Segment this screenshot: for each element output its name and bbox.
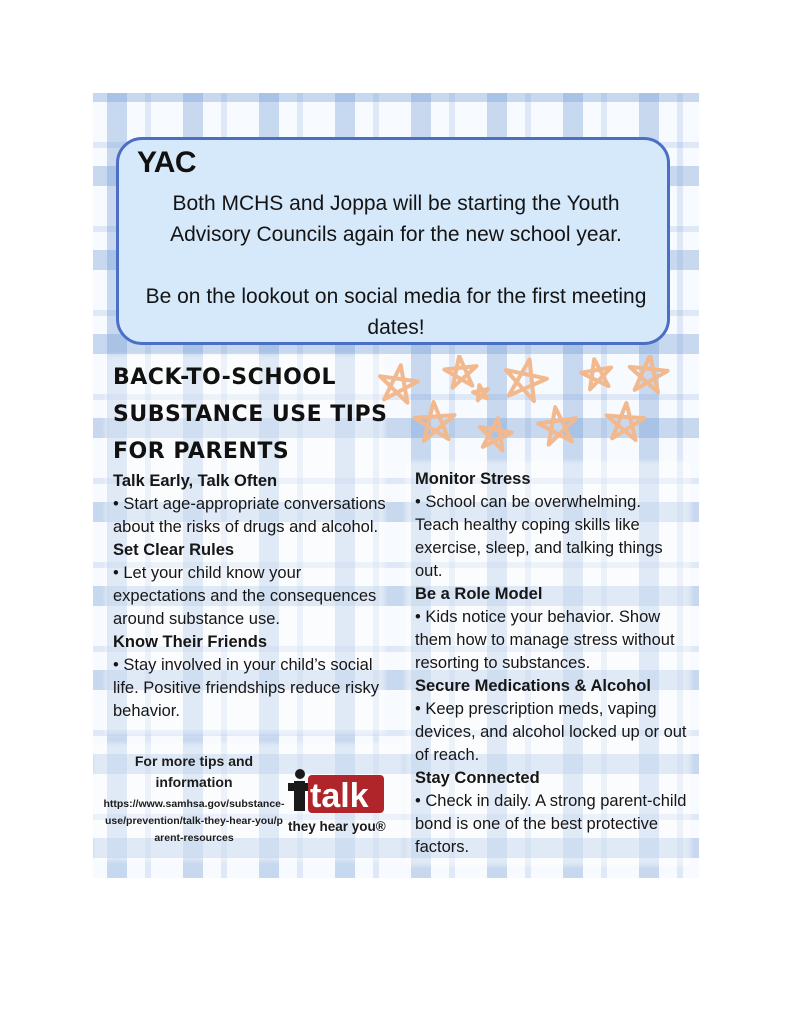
tip-item: [113, 631, 398, 723]
tip-item: [415, 583, 687, 675]
stars-decoration: [373, 355, 673, 465]
tip-title: Stay Connected: [415, 769, 540, 787]
yac-paragraph-2: Be on the lookout on social media for the first meeting dates!: [145, 285, 647, 339]
tip-title: Know Their Friends: [113, 633, 268, 651]
tips-heading: [113, 359, 413, 470]
tip-body: • Stay involved in your child’s social life. Positive friendships reduce risky behavior.: [113, 656, 379, 720]
tip-item: [415, 767, 687, 859]
logo-t-bar: [288, 783, 310, 791]
tip-body: • Start age-appropriate conversations about the risks of drugs and alcohol.: [113, 495, 386, 536]
tips-heading-line-1: BACK-TO-SCHOOL: [113, 365, 337, 390]
tips-heading-line-2: SUBSTANCE USE TIPS: [113, 402, 388, 427]
tips-heading-line-3: FOR PARENTS: [113, 439, 290, 464]
yac-title: YAC: [137, 146, 197, 179]
talk-they-hear-you-logo: [286, 765, 398, 837]
yac-announcement-box: [116, 137, 670, 345]
star-icon: [627, 355, 669, 393]
tip-body: • Check in daily. A strong parent-child bond is one of the best protective factors.: [415, 792, 687, 856]
star-icon: [414, 401, 456, 442]
tip-item: [415, 468, 687, 583]
yac-paragraph-1: Both MCHS and Joppa will be starting the Youth Advisory Councils again for the new school year.: [170, 192, 622, 246]
tips-column-right: [415, 468, 687, 859]
star-icon: [477, 415, 514, 451]
tip-body: • Let your child know your expectations and the consequences around substance use.: [113, 564, 377, 628]
star-icon: [472, 384, 490, 401]
tip-title: Talk Early, Talk Often: [113, 472, 278, 490]
flyer-background: [93, 93, 699, 878]
tip-item: [415, 675, 687, 767]
star-icon: [501, 355, 550, 403]
star-icon: [536, 405, 579, 446]
tip-title: Monitor Stress: [415, 470, 531, 488]
tip-title: Secure Medications & Alcohol: [415, 677, 651, 695]
more-info-block: [103, 751, 285, 847]
tip-title: Be a Role Model: [415, 585, 543, 603]
tip-title: Set Clear Rules: [113, 541, 235, 559]
tip-body: • School can be overwhelming. Teach healthy coping skills like exercise, sleep, and talking things out.: [415, 493, 663, 580]
logo-dot-icon: [295, 769, 305, 779]
logo-talk-text: talk: [310, 777, 369, 815]
star-icon: [443, 355, 478, 388]
tip-item: [113, 470, 398, 539]
logo-tagline: they hear you®: [288, 819, 386, 834]
resource-link[interactable]: https://www.samhsa.gov/substance-use/prevention/talk-they-hear-you/parent-resources: [103, 798, 285, 844]
tip-body: • Keep prescription meds, vaping devices, and alcohol locked up or out of reach.: [415, 700, 687, 764]
star-icon: [605, 402, 645, 441]
tip-item: [113, 539, 398, 631]
tip-body: • Kids notice your behavior. Show them how to manage stress without resorting to substances.: [415, 608, 675, 672]
more-info-label: For more tips and information: [134, 753, 254, 790]
star-icon: [579, 357, 614, 391]
tips-column-left: [113, 470, 398, 723]
